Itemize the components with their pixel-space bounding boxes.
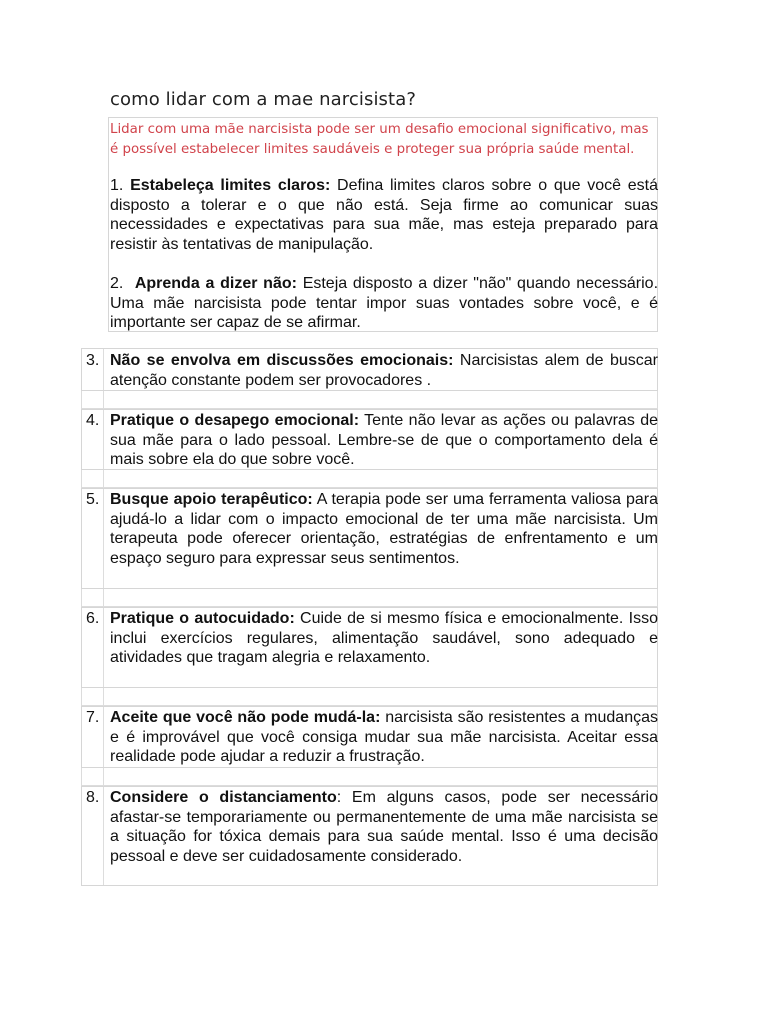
list-item-body: : Em alguns casos, pode ser necessário afastar-se temporariamente ou permanentemente de uma mãe narcisista se a situação for tóxica demais para sua saúde mental. Isso é uma decisão pessoal e deve ser cuidadosamente considerado.: [110, 789, 659, 865]
paragraph-body: Esteja disposto a dizer "não" quando necessário. Uma mãe narcisista pode tentar impor suas vontades sobre você, e é importante ser capaz de se afirmar.: [110, 275, 659, 332]
list-item-body: Cuide de si mesmo física e emocionalmente. Isso inclui exercícios regulares, alimentação saudável, sono adequado e atividades que tragam alegria e relaxamento.: [110, 610, 658, 667]
page-title: como lidar com a mae narcisista?: [110, 89, 416, 110]
paragraph-1: [110, 176, 658, 254]
list-item-body: Narcisistas alem de buscar atenção constante podem ser provocadores .: [110, 352, 658, 389]
list-item-spacer: [81, 768, 658, 786]
paragraph-body: Defina limites claros sobre o que você está disposto a tolerar e o que não está. Seja firme ao comunicar suas necessidades e expectativas para sua mãe, mas esteja preparado para resistir às tentativas de manipulação.: [110, 177, 659, 253]
paragraph-heading: Aprenda a dizer não:: [134, 275, 297, 292]
paragraph-heading: Estabeleça limites claros:: [130, 177, 331, 194]
list-item-body: narcisista são resistentes a mudanças e é improvável que você consiga mudar sua mãe narcisista. Aceitar essa realidade pode ajudar a reduzir a frustração.: [110, 709, 659, 766]
list-item-heading: Busque apoio terapêutico:: [110, 491, 313, 508]
paragraph-2: [110, 274, 658, 333]
list-item-text: [110, 490, 658, 568]
list-item-heading: Pratique o autocuidado:: [110, 610, 295, 627]
list-item-text: [110, 609, 658, 668]
list-item-spacer: [81, 589, 658, 607]
list-item-text: [110, 708, 658, 767]
intro-text: Lidar com uma mãe narcisista pode ser um desafio emocional significativo, mas é possível estabelecer limites saudáveis e proteger sua própria saúde mental.: [110, 122, 649, 157]
list-item-spacer: [81, 391, 658, 409]
list-item-heading: Aceite que você não pode mudá-la:: [110, 709, 381, 726]
list-item-number: 8.: [86, 789, 100, 806]
list-item-body: A terapia pode ser uma ferramenta valiosa para ajudá-lo a lidar com o impacto emocional de ter uma mãe narcisista. Um terapeuta pode oferecer orientação, estratégias de enfrentamento e um espaço seguro para expressar seus sentimentos.: [110, 491, 659, 567]
list-item-body: Tente não levar as ações ou palavras de sua mãe para o lado pessoal. Lembre-se de que o comportamento dela é mais sobre ela do que sobre você.: [110, 412, 658, 469]
list-item-text: [110, 411, 658, 470]
list-item-number: 3.: [86, 352, 100, 369]
list-item-number: 5.: [86, 491, 100, 508]
list-item-number: 4.: [86, 412, 100, 429]
list-item-number: 6.: [86, 610, 100, 627]
list-item-heading: Não se envolva em discussões emocionais:: [110, 352, 454, 369]
paragraph-number: 2.: [110, 275, 124, 292]
list-item-spacer: [81, 470, 658, 488]
list-item-heading: Considere o distanciamento: [110, 789, 337, 806]
list-item-number: 7.: [86, 709, 100, 726]
paragraph-number: 1.: [110, 177, 124, 194]
list-item-text: [110, 351, 658, 390]
list-item-text: [110, 788, 658, 866]
list-item-heading: Pratique o desapego emocional:: [110, 412, 360, 429]
list-item-spacer: [81, 688, 658, 706]
